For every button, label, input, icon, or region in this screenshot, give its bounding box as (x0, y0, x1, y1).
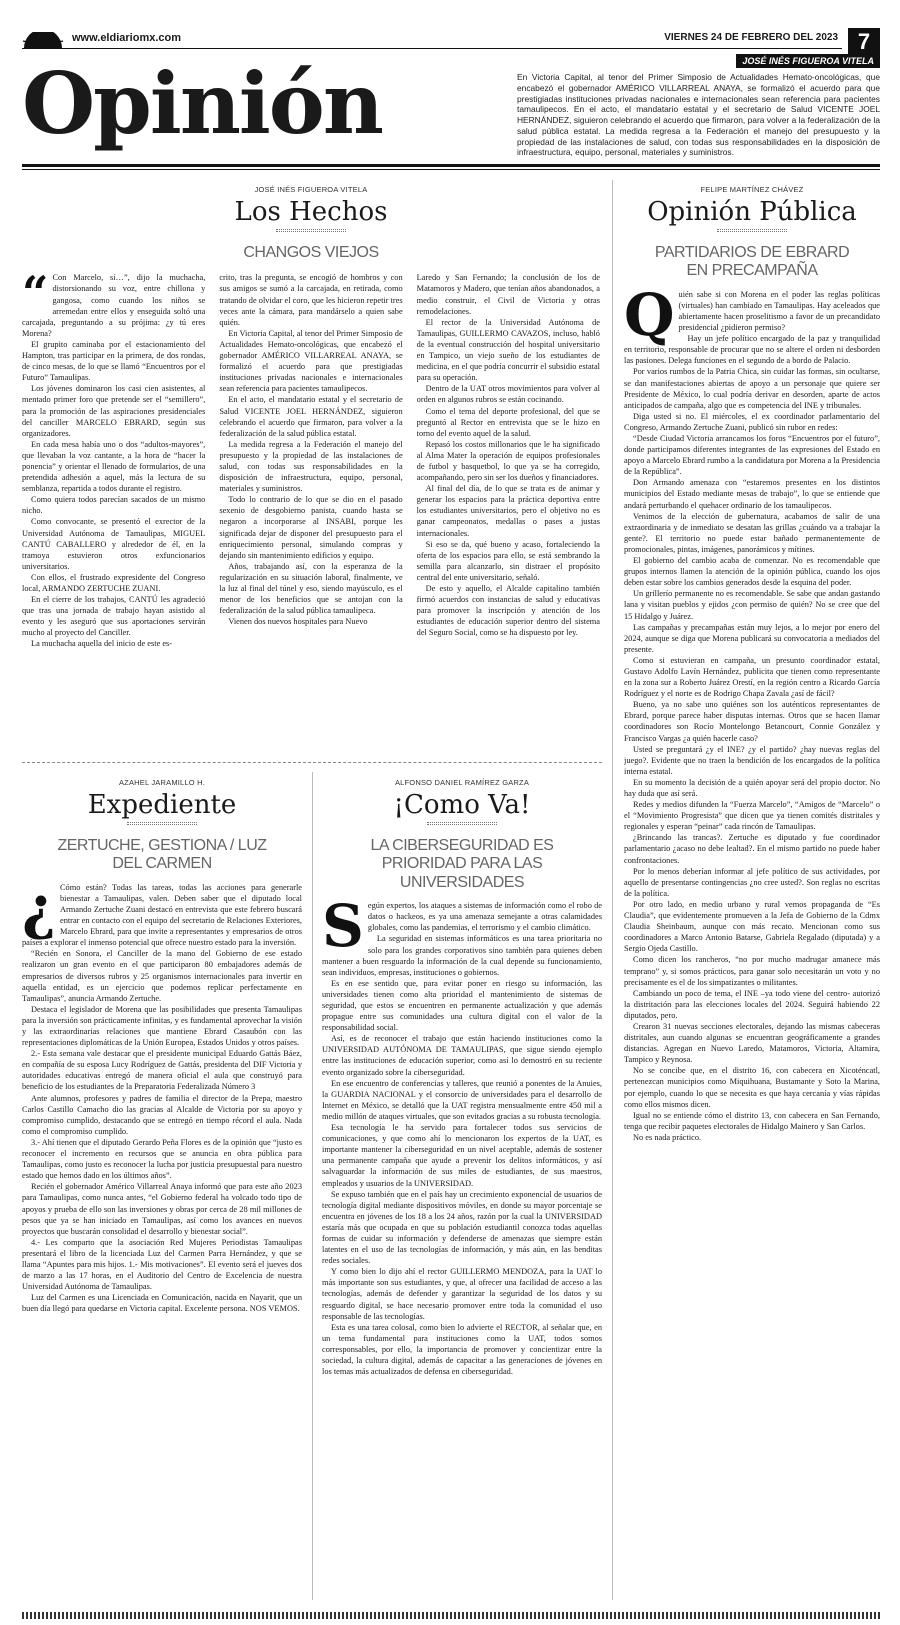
paragraph: Esa tecnología le ha servido para fortalecer todos sus servicios de comunicaciones, y que como ahí lo mencionaron los expertos de la UAT, es importante mantener la ciberseguridad en un nivel aceptable, además de sostener una permanente campaña que ayude a prevenir los delitos informáticos, y así salvaguardar la información de sus miles de estudiantes, de sus maestros, empleados y usuarios de la UNIVERSIDAD. (322, 1123, 602, 1188)
paragraph: Crearon 31 nuevas secciones electorales, dejando las mismas cabeceras distritales, aun cuando algunas se encuentran geográficamente a grandes distancias. Agregan en Nuevo Laredo, Matamoros, Victoria, Altamira, Tampico y Reynosa. (624, 1021, 880, 1065)
paragraph: Es en ese sentido que, para evitar poner en riesgo su información, las universidades tienen como alta prioridad el mantenimiento de sistemas de seguridad, que estos se encuentren en permanente actualización y que además propague entre sus comunidades una cultura digital con el valor de la responsabilidad social. (322, 978, 602, 1033)
section-opinion-publica (624, 185, 880, 1605)
ornament-divider (717, 229, 787, 232)
paragraph: Don Armando amenaza con “estaremos presentes en los distintos municipios del Estado mediante mesas de trabajo”, lo que se entiende que andará perturbando el quehacer ordinario de los tamaulipecos. (624, 478, 880, 510)
article-headline: PARTIDARIOS DE EBRARD EN PRECAMPAÑA (654, 244, 850, 280)
paragraph: egún expertos, los ataques a sistemas de información como el robo de datos o hackeos, es ya una amenaza semejante a otras calamidades globales, como las pandemias, el terrorismo y el cambio climático. (367, 901, 602, 933)
article-body (22, 882, 302, 1622)
column-title: Los Hechos (234, 197, 388, 227)
drop-cap: “ (22, 272, 49, 321)
paragraph: Repasó los costos millonarios que le ha significado al Alma Mater la operación de equipos profesionales de futbol y basquetbol, lo que ya se ha corregido, acompañando, pero sin ser los dueños y financiadores. (416, 439, 600, 483)
paragraph: No se concibe que, en el distrito 16, con cabecera en Xicoténcatl, pertenezcan municipios como Miquihuana, Bustamante y Soto la Marina, por ejemplo, cuando lo que se necesita es que haya cercanía y vías rápidas como ellos mismos dicen. (624, 1066, 880, 1109)
paragraph: “Recién en Sonora, el Canciller de la mano del Gobierno de ese estado realizaron un gran evento en el que participaron 80 embajadores además de empresarios de diversos rubros y 25 organismos internacionales para invertir en aquella entidad, es un ejercicio que podemos replicar perfectamente en Tamaulipas”, anuncia Armando Zertuche. (22, 949, 302, 1003)
column-divider (612, 180, 613, 1600)
paragraph: Redes y medios difunden la “Fuerza Marcelo”, “Amigos de “Marcelo” o el “Movimiento Progresista” que dicen que ya tienen comités distritales y regionales y esperan “peinar” cada rincón de Tamaulipas. (624, 800, 880, 832)
paragraph: “Desde Ciudad Victoria arrancamos los foros “Encuentros por el futuro”, donde participamos diferentes integrantes de las expresiones del Estado en apoyo a Marcelo Ebrard rumbo a la candidatura por Morena a la Presidencia de la República”. (624, 434, 880, 477)
article-headline: CHANGOS VIEJOS (243, 244, 379, 261)
paragraph: Como quiera todos parecían sacados de un mismo nicho. (22, 495, 206, 516)
paragraph: 3.- Ahí tienen que el diputado Gerardo Peña Flores es de la opinión que “justo es reconocer el incremento en recursos que se anuncia en obra pública para Tamaulipas, como justo es reconocer la lucha por justicia presupuestal para nuestro estado que hemos dado en los últimos años”. (22, 1137, 302, 1181)
paragraph: Recién el gobernador Américo Villarreal Anaya informó que para este año 2023 para Tamaulipas, como nunca antes, “el Gobierno federal ha volcado todo tipo de apoyos y prueba de ello son las inversiones y obras por cerca de 28 mil millones de pesos que ya se han iniciado en Tamaulipas, así como los avances en nuevos proyectos que buscarán consolidad el desarrollo y bienestar social”. (22, 1182, 302, 1236)
paragraph: En Victoria Capital, al tenor del Primer Simposio de Actualidades Hemato-oncológicas, que encabezó el gobernador AMÉRICO VILLARREAL ANAYA, se formalizó el acuerdo para que prestigiadas instituciones privadas nacionales e internacionales sean referencia para pacientes tamaulipecos. (219, 328, 403, 394)
paragraph: No es nada práctico. (633, 1132, 702, 1142)
ornament-divider (276, 229, 346, 232)
article-column-3 (417, 272, 600, 732)
paragraph: La medida regresa a la Federación el manejo del presupuesto y la propiedad de las instalaciones de salud, con todas sus responsabilidades en la disposición de infraestructura, equipo, personal, materiales y suministros. (219, 439, 403, 494)
section-los-hechos (22, 185, 600, 755)
paragraph: La muchacha aquella del inicio de este es- (31, 639, 173, 649)
paragraph: Esta es una tarea colosal, como bien lo advierte el RECTOR, al señalar que, en un tema fundamental para instituciones como la UAT, todos somos corresponsables, por ello, la importancia de promover y concientizar entre la sociedad, la cultura digital, además de capacitar a las generaciones de jóvenes en los temas más actualizados de defensa en ciberseguridad. (322, 1322, 602, 1377)
page-header (22, 28, 880, 168)
paragraph: Años, trabajando así, con la esperanza de la regularización en su situación laboral, finalmente, ve la luz al final del túnel y eso, siendo mayúsculo, es el menor de los beneficios que se antojan con la federalización de la salud pública tamaulipeca. (219, 561, 403, 616)
paragraph: Destaca el legislador de Morena que las posibilidades que presenta Tamaulipas para la inversión son prácticamente infinitas, y es fundamental aprovechar la visión y las extraordinarias relaciones que mantiene Ebrard Casaubón con las representaciones diplomáticas de la Unión Europea, Estados Unidos y otros países. (22, 1004, 302, 1048)
header-rule-thin (22, 169, 880, 170)
paragraph: crito, tras la pregunta, se encogió de hombros y con sus amigos se sumó a la carcajada, en retirada, como tratando de olvidar el coro, que les hicieron repetir tres veces ante la cámara, para mandárselo a quien sabe quién. (219, 273, 403, 327)
paragraph: Las campañas y precampañas están muy lejos, a lo mejor por enero del 2024, aunque se diga que Morena publicará su convocatoria a mediados del presente. (624, 622, 880, 654)
paragraph: Así, es de reconocer el trabajo que están haciendo instituciones como la UNIVERSIDAD AUTÓNOMA DE TAMAULIPAS, que sigue siendo ejemplo entre las instituciones de educación superior, como así lo demostró en su reciente evento organizado sobre la ciberseguridad. (322, 1034, 602, 1077)
paragraph: En cada mesa había uno o dos “adultos-mayores”, que llevaban la voz cantante, a la hora de “hacer la ponencia” y orientar el llenado de formularios, de una pretendida adhesión a aquel, más la lectura de su semblanza, repartida a todos durante el registro. (22, 439, 206, 494)
paragraph: 2.- Esta semana vale destacar que el presidente municipal Eduardo Gattás Báez, en compañía de su esposa Lucy Rodríguez de Gattás, presidenta del DIF Victoria y autoridades educativas entregó de manera oficial el aula que construyó para beneficio de los estudiantes de la Preparatoria Federalizada Número 3 (22, 1049, 302, 1092)
column-title: ¡Como Va! (393, 790, 531, 820)
article-headline: LA CIBERSEGURIDAD ES PRIORIDAD PARA LAS UNIVERSIDADES (370, 837, 554, 891)
paragraph: Si eso se da, qué bueno y acaso, fortaleciendo la oferta de los espacios para ello, se está sembrando la semilla para alcanzarlo, sin distraer el propósito central del ente universitario, señaló. (416, 539, 600, 582)
paragraph: Con ellos, el frustrado expresidente del Congreso local, ARMANDO ZERTUCHE ZUANI. (22, 572, 206, 594)
ornament-divider (127, 822, 197, 825)
issue-date: VIERNES 24 DE FEBRERO DEL 2023 (664, 32, 838, 43)
paragraph: El gobierno del cambio acaba de comenzar. No es recomendable que grupos internos llamen la atención de la opinión pública, cuando los ojos deben estar sobre los cambios generados desde la esquina del poder. (624, 556, 880, 588)
paragraph: Como el tema del deporte profesional, del que se preguntó al Rector en entrevista que se le hizo en torno del evento aquel de la salud. (416, 406, 600, 438)
paragraph: Por lo menos deberían informar al jefe político de sus actividades, por aquello de presentarse contingencias ¿no cree usted?. Son reglas no escritas de la política. (624, 866, 880, 898)
page-number: 7 (848, 28, 880, 56)
drop-cap: S (322, 900, 364, 961)
drop-cap: Q (624, 288, 675, 349)
site-url[interactable]: www.eldiariomx.com (72, 32, 182, 44)
masthead-title: Opinión (22, 54, 382, 153)
header-lead-text: En Victoria Capital, al tenor del Primer Simposio de Actualidades Hemato-oncológicas, que encabezó el gobernador AMÉRICO VILLARREAL ANAYA, se formalizó el acuerdo para que prestigiadas instituciones privadas nacionales e internacionales sean referencia para pacientes tamaulipecos. En el acto, el mandatario estatal y el secretario de Salud VICENTE JOEL HERNÁNDEZ, siguieron celebrando el acuerdo que firmaron, para volver a la federalización de la salud pública estatal. La medida regresa a la Federación el manejo del presupuesto y la propiedad de las instalaciones de salud, con todas sus responsabilidades en la disposición de infraestructura, equipo, personal, materiales y suministros. (517, 72, 880, 158)
paragraph: Igual no se entiende cómo el distrito 13, con cabecera en San Fernando, tenga que recibir paquetes electorales de Hidalgo Mainero y San Carlos. (624, 1110, 880, 1131)
header-rule (22, 48, 842, 49)
footer-rule (22, 1612, 880, 1619)
paragraph: Bueno, ya no sabe uno quiénes son los auténticos representantes de Ebrard, porque parece haber disputas internas. Otros que se hacen llamar coordinadores son Rocío Montelongo Betancourt, Connie González y Francisco Vargas ¿a quién hacerle caso? (624, 700, 880, 743)
author-byline: ALFONSO DANIEL RAMÍREZ GARZA (394, 778, 530, 787)
paragraph: En el acto, el mandatario estatal y el secretario de Salud VICENTE JOEL HERNÁNDEZ, siguieron celebrando el acuerdo que firmaron, para volver a la federalización de la salud pública estatal. (219, 395, 403, 438)
author-byline: AZAHEL JARAMILLO H. (118, 778, 206, 787)
paragraph: Luz del Carmen es una Licenciada en Comunicación, nacida en Nayarit, que un buen día llegó para quedarse en Victoria capital. Excelente persona. NOS VEMOS. (22, 1293, 302, 1314)
article-headline: ZERTUCHE, GESTIONA / LUZ DEL CARMEN (57, 837, 267, 873)
paragraph: Como si estuvieran en campaña, un presunto coordinador estatal, Gustavo Adolfo Lavín Hernández, publicita que tienen como representante en la zona sur a Roberto Juárez Orestí, en la región centro a Ricardo García Rodríguez y el norte es de Rodrigo Chapa Zavala ¿así de fácil? (624, 655, 880, 699)
paragraph: Usted se preguntará ¿y el INE? ¿y el partido? ¿hay nuevas reglas del juego?. Evidente que no traen la bendición de los encargados de la política interna estatal. (624, 744, 880, 776)
paragraph: Cambiando un poco de tema, el INE –ya todo viene del centro- autorizó la distritación para las elecciones locales del 2024. Seguirá habiendo 22 diputados, pero. (624, 988, 880, 1020)
column-title: Opinión Pública (647, 197, 857, 227)
article-body (322, 900, 602, 1625)
paragraph: Y como bien lo dijo ahí el rector GUILLERMO MENDOZA, para la UAT lo más importante son sus estudiantes, y que, al ofrecer una facilidad de acceso a las tecnologías, además de defender y garantizar la seguridad de los datos y su resguardo digital, se hace necesario promover entre toda la comunidad el uso responsable de las tecnologías. (322, 1267, 602, 1321)
section-como-va (322, 778, 602, 1608)
article-column-1 (22, 272, 205, 732)
article-body (624, 289, 880, 1625)
article-column-2 (219, 272, 402, 732)
paragraph: “ Con Marcelo, sí…”, dijo la muchacha, distorsionando su voz, entre chillona y gangosa, como cuando los niños se arremedan entre ellos y enseguida soltó una carcajada, preguntando a su prójima: ¿y tú eres Morena? (22, 272, 206, 338)
paragraph: Hay un jefe político encargado de la paz y tranquilidad en territorio, responsable de procurar que no se altere el orden ni desborden las pasiones. Delega funciones en el segundo de a bordo de Palacio. (624, 334, 880, 366)
paragraph: uién sabe si con Morena en el poder las reglas políticas (virtuales) han cambiado en Tamaulipas. Hay aceleados que abiertamente hacen proselitismo a favor de un precandidato presidencial ¿pidieron permiso? (678, 289, 880, 333)
paragraph: Al final del día, de lo que se trata es de animar y generar los espacios para la práctica deportiva entre los estudiantes universitarios, pero el objetivo no es ganar campeonatos, medallas o pases a justas internacionales. (416, 484, 600, 538)
paragraph: Por otro lado, en medio urbano y rural vemos propaganda de “Es Claudia”, que evidentemente promueven a la Jefa de Gobierno de la Cdmx Claudia Sheinbaum, aunque con más recato. Mencionan como sus coordinadores a Marco Antonio Batarse, Gabriela Regalado (diputada) y a Sergio Ojeda Castillo. (624, 899, 880, 954)
paragraph: El rector de la Universidad Autónoma de Tamaulipas, GUILLERMO CAVAZOS, incluso, habló de la eventual construcción del hospital universitario en Tampico, un viejo sueño de los estudiantes de medicina, en el que podría concurrir el subsidio estatal para su operación. (416, 317, 600, 383)
paragraph: Venimos de la elección de gubernatura, acabamos de salir de una extraordinaria y de inmediato se desatan las grillas ¿cuándo va a trabajar la gente?. El territorio no puede estar bañado permanentemente de promocionales, pintas, imágenes, panorámicos y mítines. (624, 511, 880, 554)
author-byline: JOSÉ INÉS FIGUEROA VITELA (254, 185, 368, 194)
column-divider (312, 772, 313, 1600)
header-rule-thick (22, 164, 880, 167)
author-byline: FELIPE MARTÍNEZ CHÁVEZ (700, 185, 804, 194)
paragraph: En el cierre de los trabajos, CANTÚ les agradeció que tras una jornada de trabajo hayan asistido al evento y les aseguró que sus aportaciones servirán mucho al proyecto del Canciller. (22, 595, 206, 638)
paragraph: Cómo están? Todas las tareas, todas las acciones para generarle bienestar a Tamaulipas, valen. Deben saber que el diputado local Armando Zertuche Zuani destacó en entrevista que este febrero buscará entrar en contacto con el equipo del secretario de Relaciones Exteriores, Marcelo Ebrard, para que invite a representantes y empresarios de otros países a explorar el inmenso potencial que ofrece nuestro estado para la inversión. (22, 882, 302, 948)
paragraph: Como dicen los rancheros, “no por mucho madrugar amanece más temprano” y, si somos prácticos, para ganar solo necesitarán un voto y no precisamente es el de los simpatizantes o militantes. (624, 955, 880, 987)
ornament-divider (427, 822, 497, 825)
paragraph: En su momento la decisión de a quién apoyar será del propio doctor. No hay duda que así será. (624, 777, 880, 798)
paragraph: El grupito caminaba por el estacionamiento del Hampton, tras participar en la primera, de dos rondas, de cinco mesas, de lo que se llamó “Encuentros por el Futuro” Tamaulipas. (22, 339, 206, 383)
paragraph: Vienen dos nuevos hospitales para Nuevo (228, 617, 368, 627)
drop-cap: ¿ (22, 881, 56, 942)
header-byline: JOSÉ INÉS FIGUEROA VITELA (736, 54, 880, 68)
paragraph: De esto y aquello, el Alcalde capitalino también firmó acuerdos con instancias de salud y educativas para promover la inscripción y atención de los estudiantes de educación superior dentro del sistema del Seguro Social, como se ha dispuesto por ley. (416, 584, 600, 638)
paragraph: La seguridad en sistemas informáticos es una tarea prioritaria no solo para los grandes corporativos sino también para quienes deben mantener a buen resguardo la información de la cual depende su funcionamiento, sean individuos, empresas, instituciones o gobiernos. (322, 934, 602, 977)
paragraph: Como convocante, se presentó el exrector de la Universidad Autónoma de Tamaulipas, MIGUEL CANTÚ CABALLERO y alrededor de él, en la tramoya estuvieron otros exfuncionarios universitarios. (22, 517, 206, 571)
paragraph: Los jóvenes dominaron los casi cien asistentes, al mentado primer foro que pretende ser el “semillero”, para la promoción de las aspiraciones presidenciales del canciller MARCELO EBRARD, según sus organizadores. (22, 384, 206, 438)
paragraph: Por varios rumbos de la Patria Chica, sin cuidar las formas, sin ocultarse, se dan manifestaciones abiertas de apoyo a un personaje que quiere ser Presidente de México, lo cual podría derivar en desorden, aparte de actos anticipados de campaña, algo que es competencia del INE y tribunales. (624, 367, 880, 410)
paragraph: 4.- Les comparto que la asociación Red Mujeres Periodistas Tamaulipas presentará el libro de la licenciada Luz del Carmen Parra Hernández, y que se llama “Apuntes para mis hijos. 1.- Mis motivaciones”. El evento será el jueves dos de marzo a las 17 horas, en el Auditorio del Centro de Excelencia de nuestra Universidad Autónoma de Tamaulipas. (22, 1237, 302, 1292)
paragraph: Todo lo contrario de lo que se dio en el pasado sexenio de desgobierno panista, cuando hasta se negaron a incorporarse al INSABI, porque les significada dejar de disponer del presupuesto para el enriquecimiento personal, simulando compras y dejando sin mantenimiento edificios y equipo. (219, 495, 403, 560)
paragraph: Laredo y San Fernando; la conclusión de los de Matamoros y Madero, que tenían años abandonados, a medio construir, el Civil de Victoria y otras remodelaciones. (416, 273, 600, 316)
paragraph: Se expuso también que en el país hay un crecimiento exponencial de usuarios de tecnología digital mediante dispositivos móviles, en donde su mayor porcentaje se encuentra en jóvenes de los 18 a los 24 años, razón por la cual la UNIVERSIDAD estaría más que ocupada en que su población estudiantil conozca todas aquellas formas de cuidar su información y defenderse de amenazas que siempre están latentes en el uso de las tecnologías de información, y más aún, en las benditas redes sociales. (322, 1189, 602, 1266)
paragraph: En ese encuentro de conferencias y talleres, que reunió a ponentes de la Anuies, la GUARDIA NACIONAL y el consorcio de universidades para el desarrollo de Internet en México, se detalló que la UAT registra mensualmente entre 450 mil a medio millón de ataques virtuales, que son evitados gracias a su robusta tecnología. (322, 1078, 602, 1121)
paragraph: Diga usted si no. El miércoles, el ex coordinador parlamentario del Congreso, Armando Zertuche Zuani, publicó sin rubor en redes: (624, 411, 880, 432)
paragraph: ¿Brincando las trancas?. Zertuche es diputado y fue coordinador parlamentario ¿acaso no debe lealtad?. En el mismo partido no puede haber confrontaciones. (624, 833, 880, 865)
sun-logo-icon (22, 32, 64, 48)
paragraph: Ante alumnos, profesores y padres de familia el director de la Prepa, maestro Carlos Castillo Camacho dio las gracias al Alcalde de Victoria por su apoyo y compromiso cumplido, destacando que se entregó en tiempo récord el aula. Nada como el compromiso cumplido. (22, 1093, 302, 1136)
paragraph: Un grillerío permanente no es recomendable. Se sabe que andan gastando lana y visitan pueblos y ejidos ¿con permiso de quién? No se cree que del 15 Hidalgo y Juárez. (624, 589, 880, 621)
section-divider (22, 762, 602, 763)
section-expediente (22, 778, 302, 1608)
column-title: Expediente (87, 790, 237, 820)
paragraph: Dentro de la UAT otros movimientos para volver al orden en algunos rubros se están cocinando. (416, 384, 600, 405)
